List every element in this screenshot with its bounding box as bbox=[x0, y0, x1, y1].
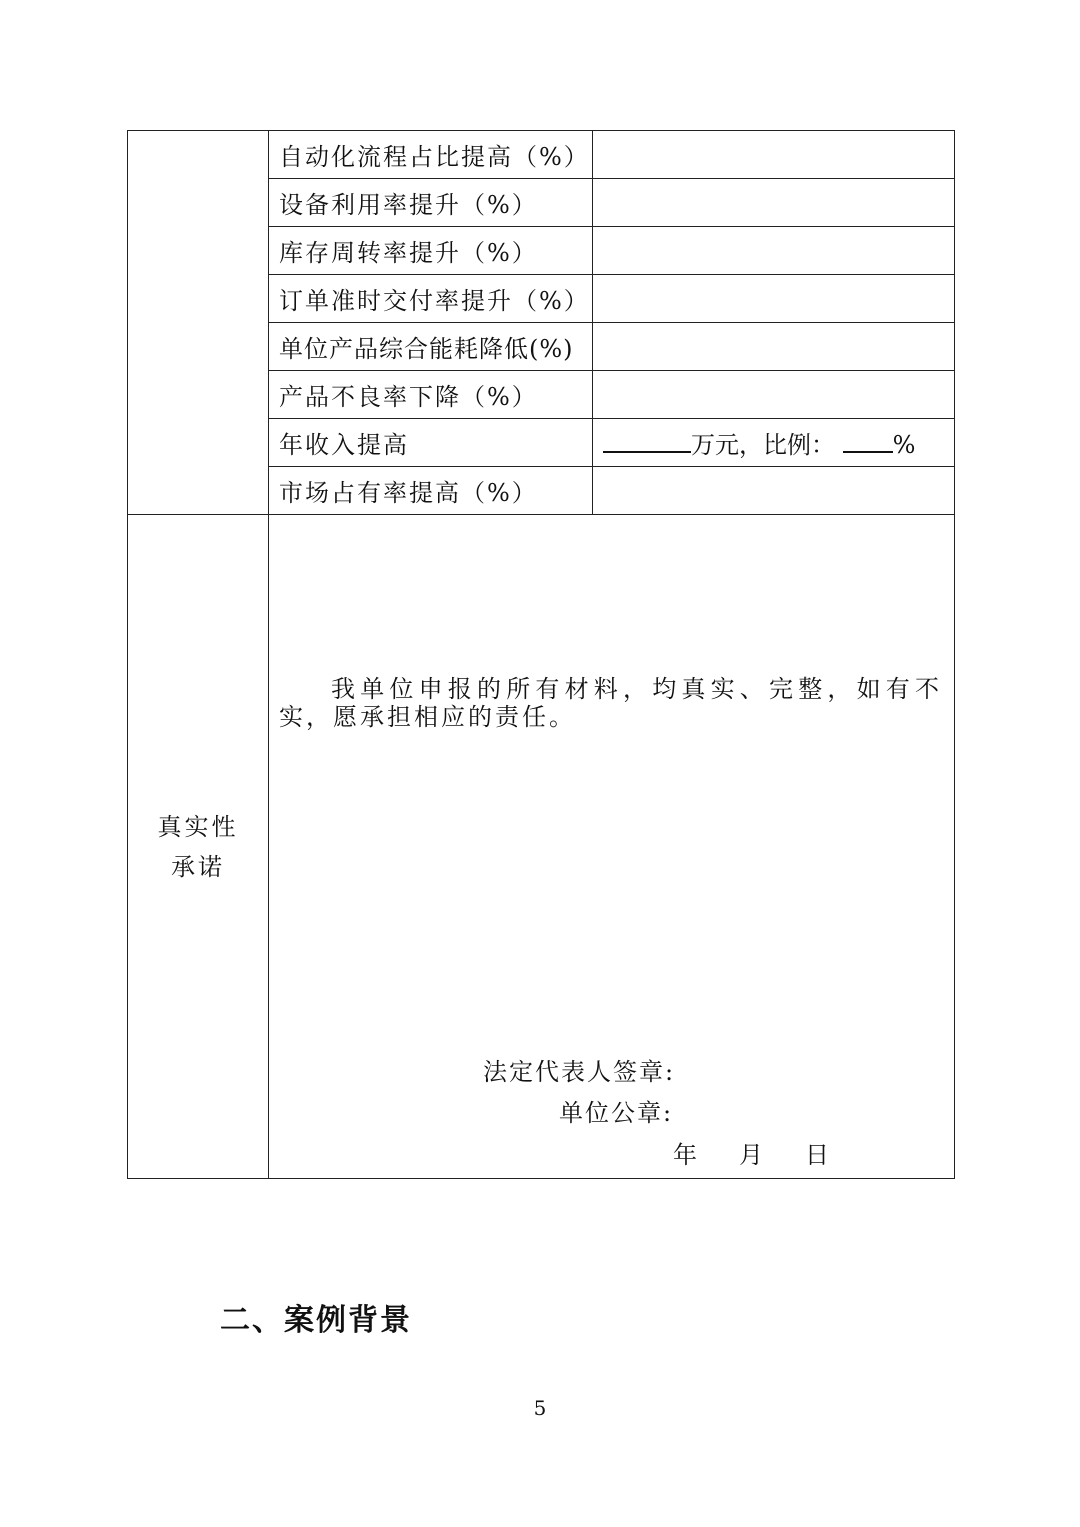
promise-body-cell bbox=[269, 515, 955, 1179]
application-form-table bbox=[127, 130, 955, 1179]
section-heading: 二、案例背景 bbox=[220, 1303, 412, 1338]
percent-sign: % bbox=[892, 431, 916, 459]
table-row bbox=[128, 131, 955, 179]
promise-statement: 我单位申报的所有材料，均真实、完整，如有不实，愿承担相应的责任。 bbox=[279, 675, 942, 731]
metric-label: 年收入提高 bbox=[269, 419, 593, 467]
metric-label: 库存周转率提升（%） bbox=[269, 227, 593, 275]
unit-seal-label: 单位公章: bbox=[559, 1099, 674, 1127]
revenue-value-cell bbox=[593, 419, 955, 467]
metric-value-field[interactable] bbox=[593, 371, 955, 419]
date-line bbox=[673, 1135, 831, 1170]
metric-value-field[interactable] bbox=[593, 131, 955, 179]
promise-label-cell bbox=[128, 515, 269, 1179]
blank-category-cell bbox=[128, 131, 269, 515]
date-month: 月 bbox=[739, 1141, 765, 1169]
metric-label: 设备利用率提升（%） bbox=[269, 179, 593, 227]
metric-value-field[interactable] bbox=[593, 323, 955, 371]
metric-label: 自动化流程占比提高（%） bbox=[269, 131, 593, 179]
metric-label: 产品不良率下降（%） bbox=[269, 371, 593, 419]
metric-value-field[interactable] bbox=[593, 467, 955, 515]
revenue-amount-blank[interactable] bbox=[603, 429, 691, 453]
date-day: 日 bbox=[805, 1141, 831, 1169]
metric-label: 单位产品综合能耗降低(%) bbox=[269, 323, 593, 371]
metric-label: 市场占有率提高（%） bbox=[269, 467, 593, 515]
metric-value-field[interactable] bbox=[593, 227, 955, 275]
date-year: 年 bbox=[673, 1141, 699, 1169]
promise-label-line2: 承诺 bbox=[171, 852, 225, 881]
revenue-ratio-blank[interactable] bbox=[843, 429, 893, 453]
metric-value-field[interactable] bbox=[593, 179, 955, 227]
legal-rep-signature-label: 法定代表人签章: bbox=[483, 1058, 676, 1086]
metric-label: 订单准时交付率提升（%） bbox=[269, 275, 593, 323]
promise-label-line1: 真实性 bbox=[157, 812, 239, 841]
page-number: 5 bbox=[533, 1396, 547, 1420]
promise-row bbox=[128, 515, 955, 1179]
revenue-unit-label: 万元，比例： bbox=[691, 431, 835, 459]
metric-value-field[interactable] bbox=[593, 275, 955, 323]
